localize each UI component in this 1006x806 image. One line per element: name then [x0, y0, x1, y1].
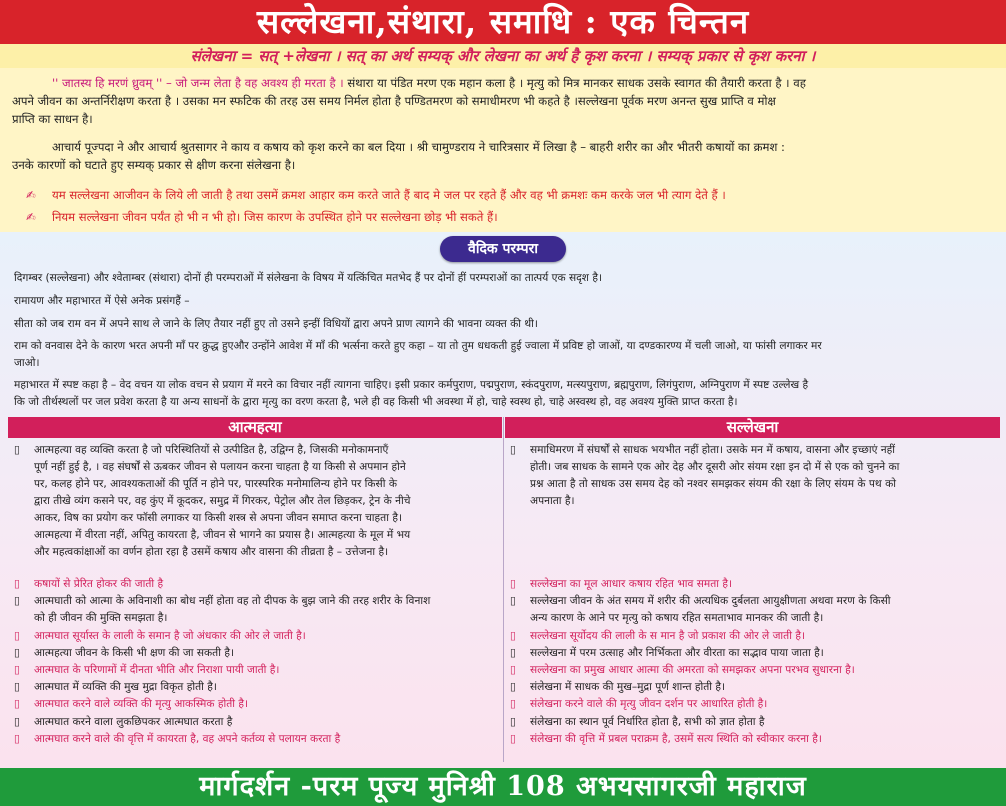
- sallekhana-list-text: सल्लेखना में परम उत्साह और निर्भिकता और वीरता का सद्भाव पाया जाता है।: [530, 646, 824, 659]
- atmahatya-list-item: [14, 662, 498, 679]
- bullet-box-icon: ▯: [14, 664, 20, 676]
- sallekhana-list-item: [510, 731, 994, 748]
- bullet-box-icon: ▯: [510, 732, 516, 745]
- atmahatya-list-text: आत्महत्या जीवन के किसी भी क्षण की जा सकती है।: [34, 646, 234, 659]
- intro-line-1: [52, 74, 1002, 92]
- pen-icon: ✍: [26, 188, 36, 202]
- vedic-line-2: रामायण और महाभारत में ऐसे अनेक प्रसंगहैं –: [14, 295, 190, 307]
- sallekhana-main-line: [510, 493, 994, 510]
- sallekhana-main-text: प्रश्न आता है तो साधक उस समय देह को नश्वर समझकर संयम की रक्षा के लिए संयम के पथ को: [530, 478, 896, 490]
- sallekhana-list-text: सल्लेखना का प्रमुख आधार आत्मा की अमरता को समझकर अपना परभव सुधारना है।: [530, 664, 855, 676]
- footer-guidance: मार्गदर्शन -परम पूज्य मुनिश्री 108 अभयसागरजी महाराज: [0, 768, 1006, 806]
- yam-sallekhana-item: [26, 186, 1001, 204]
- sallekhana-main-text: होती। जब साधक के सामने एक ओर देह और दूसरी ओर संयम रक्षा इन दो में से एक को चुनने का: [530, 461, 900, 473]
- sallekhana-main-text: समाधिमरण में संघर्षों से साधक भयभीत नहीं होता। उसके मन में कषाय, वासना और इच्छाएं नहीं: [530, 444, 896, 456]
- intro-quote: '' जातस्य हि मरणं ध्रुवम् '' – जो जन्म लेता है वह अवश्य ही मरता है ।: [52, 76, 344, 90]
- sallekhana-list-item: [510, 714, 994, 731]
- atmahatya-list-item: [14, 610, 498, 627]
- sallekhana-list-item: [510, 593, 994, 610]
- atmahatya-column: [14, 442, 498, 764]
- yam-sallekhana-text: यम सल्लेखना आजीवन के लिये ली जाती है तथा उसमें क्रमश आहार कम करते जाते हैं बाद मे जल पर रहते हैं और वह भी क्रमशः कम करके जल भी त्याग देते हैं ।: [52, 188, 726, 202]
- bullet-box-icon: ▯: [510, 646, 516, 659]
- sallekhana-list-item: [510, 679, 994, 696]
- vedic-line-3: सीता को जब राम वन में अपने साथ ले जाने के लिए तैयार नहीं हुए तो उसने इन्हीं विधियों द्वारा अपने प्राण त्यागने की भावना व्यक्त की थी।: [14, 318, 538, 330]
- bullet-box-icon: ▯: [14, 681, 20, 694]
- vedic-line-5b: कि जो तीर्थस्थलों पर जल प्रवेश करता है या अन्य साधनों के द्वारा मृत्यु का वरण करता है, भले ही वह किसी भी अवस्था में हो, चाहे स्वस्थ हो, चाहे अस्वस्थ हो, वह अवश्य मुक्ति प्राप्त करता है।: [14, 396, 738, 408]
- sallekhana-list-item: [510, 696, 994, 713]
- sallekhana-main-line: [510, 476, 994, 493]
- atmahatya-list-item: [14, 576, 498, 593]
- bullet-box-icon: ▯: [14, 732, 20, 745]
- vedic-line-5a: महाभारत में स्पष्ट कहा है – वेद वचन या लोक वचन से प्रयाग में मरने का विचार नहीं त्यागना चाहिए। इसी प्रकार कर्मपुराण, पद्मपुराण, स्कंदपुराण, मत्स्यपुराण, ब्रह्मपुराण, लिगंपुराण, अग्निपुराण में स्पष्ट उल्लेख है: [14, 379, 809, 391]
- atmahatya-list-item: [14, 628, 498, 645]
- atmahatya-main-line: [14, 527, 498, 544]
- bullet-box-icon: ▯: [510, 715, 516, 728]
- bullet-box-icon: ▯: [510, 578, 516, 590]
- sallekhana-list-item: [510, 645, 994, 662]
- bullet-box-icon: ▯: [510, 698, 516, 711]
- bullet-box-icon: ▯: [14, 698, 20, 711]
- pen-icon: ✍: [26, 210, 36, 224]
- sallekhana-list-text: सल्लेखना जीवन के अंत समय में शरीर की अत्यधिक दुर्बलता आयुक्षीणता अथवा मरण के किसी: [530, 595, 891, 608]
- atmahatya-main-line: [14, 442, 498, 459]
- sallekhana-list-text: अन्य कारण के आने पर मृत्यु को कषाय रहित समताभाव मानकर की जाती है।: [530, 612, 824, 625]
- atmahatya-list-text: आत्मघात में व्यक्ति की मुख मुद्रा विकृत होती है।: [34, 681, 217, 694]
- bullet-box-icon: ▯: [14, 715, 20, 728]
- subtitle-definition: संलेखना = सत् +लेखना । सत् का अर्थ सम्यक् और लेखना का अर्थ है कृश करना । सम्यक् प्रकार से कृश करना ।: [0, 44, 1006, 68]
- intro-line-2: अपने जीवन का अन्तर्निरीक्षण करता है । उसका मन स्फटिक की तरह उस समय निर्मल होता है पण्डितमरण को समाधीमरण भी कहते है ।सल्लेखना पूर्वक मरण अनन्त सुख प्राप्ति व मोक्ष: [12, 94, 776, 108]
- vedic-tradition-badge: वैदिक परम्परा: [440, 236, 566, 262]
- atmahatya-main-text: आत्महत्या वह व्यक्ति करता है जो परिस्थितियों से उत्पीडित है, उद्विग्न है, जिसकी मनोकामनाएँ: [34, 444, 389, 456]
- atmahatya-list-text: आत्मघात करने वाले व्यक्ति की मृत्यु आकस्मिक होती है।: [34, 698, 249, 711]
- atmahatya-main-line: [14, 493, 498, 510]
- atmahatya-list-text: आत्मघात के परिणामों में दीनता भीति और निराशा पायी जाती है।: [34, 664, 280, 676]
- bullet-box-icon: ▯: [14, 646, 20, 659]
- sallekhana-list-item: [510, 628, 994, 645]
- bullet-box-icon: ▯: [14, 629, 20, 642]
- intro-para2-line-2: उनके कारणों को घटाते हुए सम्यक् प्रकार से क्षीण करना संलेखना है।: [12, 158, 296, 172]
- bullet-box-icon: ▯: [14, 444, 20, 456]
- atmahatya-list-item: [14, 645, 498, 662]
- atmahatya-list-item: [14, 714, 498, 731]
- page-title: सल्लेखना,संथारा, समाधि : एक चिन्तन: [0, 0, 1006, 44]
- column-divider: [503, 417, 504, 762]
- niyam-sallekhana-text: नियम सल्लेखना जीवन पर्यंत हो भी न भी हो। जिस कारण के उपस्थित होने पर सल्लेखना छोड़ भी सकते हैं।: [52, 210, 498, 224]
- intro-para2-line-1: आचार्य पूज्पदा ने और आचार्य श्रुतसागर ने काय व कषाय को कृश करने का बल दिया । श्री चामुण्डराय ने चारित्रसार में लिखा है – बाहरी शरीर का और भीतरी कषायों का क्रमश :: [52, 140, 785, 154]
- bullet-box-icon: ▯: [510, 664, 516, 676]
- atmahatya-main-line: [14, 544, 498, 561]
- intro-line-1-rest: संथारा या पंडित मरण एक महान कला है । मृत्यु को मित्र मानकर साधक उसके स्वागत की तैयारी करता है । वह: [343, 76, 806, 90]
- atmahatya-main-text: आत्महत्या में वीरता नहीं, अपितु कायरता है, जीवन से भागने का प्रयास है। आत्महत्या के मूल में भय: [34, 529, 411, 541]
- sallekhana-list-text: सल्लेखना सूर्योदय की लाली के स मान है जो प्रकाश की ओर ले जाती है।: [530, 629, 805, 642]
- bullet-box-icon: ▯: [14, 595, 20, 608]
- atmahatya-main-text: द्वारा तीखे व्यंग कसने पर, वह कुंए में कूदकर, समुद्र में गिरकर, पेट्रोल और तेल छिड़कर, ट्रेन के नीचे: [34, 495, 411, 507]
- sallekhana-header: सल्लेखना: [505, 417, 1000, 438]
- atmahatya-list-text: आत्मघात सूर्यास्त के लाली के समान है जो अंधकार की ओर ले जाती है।: [34, 629, 306, 642]
- sallekhana-column: [510, 442, 994, 764]
- sallekhana-main-line: [510, 442, 994, 459]
- intro-line-3: प्राप्ति का साधन है।: [12, 112, 93, 126]
- bullet-box-icon: ▯: [510, 629, 516, 642]
- sallekhana-list-item: [510, 576, 994, 593]
- atmahatya-list-text: को ही जीवन की मुक्ति समझता है।: [34, 612, 168, 625]
- atmahatya-main-text: पर, कलह होने पर, आवश्यकताओं की पूर्ति न होने पर, पारस्परिक मनोमालिन्य होने पर किसी के: [34, 478, 397, 490]
- atmahatya-list-text: कषायों से प्रेरित होकर की जाती है: [34, 578, 164, 590]
- sallekhana-main-line: [510, 459, 994, 476]
- sallekhana-main-text: अपनाता है।: [530, 495, 575, 507]
- atmahatya-list-item: [14, 731, 498, 748]
- sallekhana-list-text: संलेखना में साधक की मुख–मुद्रा पूर्ण शान्त होती है।: [530, 681, 726, 694]
- vedic-line-4b: जाओ।: [14, 357, 40, 369]
- bullet-box-icon: ▯: [510, 595, 516, 608]
- atmahatya-list-text: आत्मघाती को आत्मा के अविनाशी का बोध नहीं होता वह तो दीपक के बुझ जाने की तरह शरीर के विनाश: [34, 595, 431, 608]
- vedic-line-1: दिगम्बर (सल्लेखना) और श्वेताम्बर (संथारा) दोनों ही परम्पराओं में संलेखना के विषय में यत्किंचित मतभेद हैं पर दोनों हीं परम्पराओं का तात्पर्य एक सदृश है।: [14, 272, 603, 284]
- sallekhana-list-text: संलेखना का स्थान पूर्व निर्धारित होता है, सभी को ज्ञात होता है: [530, 715, 765, 728]
- atmahatya-main-line: [14, 459, 498, 476]
- sallekhana-list-text: संलेखना की वृत्ति में प्रबल पराक्रम है, उसमें सत्य स्थिति को स्वीकार करना है।: [530, 732, 822, 745]
- sallekhana-list-text: संलेखना करने वाले की मृत्यु जीवन दर्शन पर आधारित होती है।: [530, 698, 768, 711]
- atmahatya-main-text: पूर्ण नहीं हुई है, । वह संघर्षों से ऊबकर जीवन से पलायन करना चाहता है या किसी से अपमान होने: [34, 461, 406, 473]
- sallekhana-list-text: सल्लेखना का मूल आधार कषाय रहित भाव समता है।: [530, 578, 733, 590]
- sallekhana-list-item: [510, 610, 994, 627]
- bullet-box-icon: ▯: [510, 444, 516, 456]
- atmahatya-main-text: आकर, विष का प्रयोग कर फॉसी लगाकर या किसी शस्त्र से अपना जीवन समाप्त करना चाहता है।: [34, 512, 402, 524]
- atmahatya-list-item: [14, 696, 498, 713]
- bullet-box-icon: ▯: [510, 681, 516, 694]
- atmahatya-list-text: आत्मघात करने वाले की वृत्ति में कायरता है, वह अपने कर्तव्य से पलायन करता है: [34, 732, 341, 745]
- atmahatya-list-text: आत्मघात करने वाला लुकछिपकर आत्मघात करता है: [34, 715, 233, 728]
- bullet-box-icon: ▯: [14, 578, 20, 590]
- vedic-line-4a: राम को वनवास देने के कारण भरत अपनी माँ पर क्रुद्ध हुएऔर उन्होंने आवेश में माँ की भर्त्सना करते हुए कहा – या तो तुम धधकती हुई ज्वाला में प्रविष्ट हो जाओं, या दण्डकारण्य में चली जाओ, या फांसी लगाकर मर: [14, 340, 822, 352]
- atmahatya-header: आत्महत्या: [8, 417, 502, 438]
- atmahatya-main-text: और महत्वकांक्षाओं का वर्णन होता रहा है उसमें कषाय और वासना की तीव्रता है – उत्तेजना है।: [34, 546, 389, 558]
- atmahatya-main-line: [14, 476, 498, 493]
- atmahatya-list-item: [14, 593, 498, 610]
- niyam-sallekhana-item: [26, 208, 1001, 226]
- atmahatya-list-item: [14, 679, 498, 696]
- sallekhana-list-item: [510, 662, 994, 679]
- atmahatya-main-line: [14, 510, 498, 527]
